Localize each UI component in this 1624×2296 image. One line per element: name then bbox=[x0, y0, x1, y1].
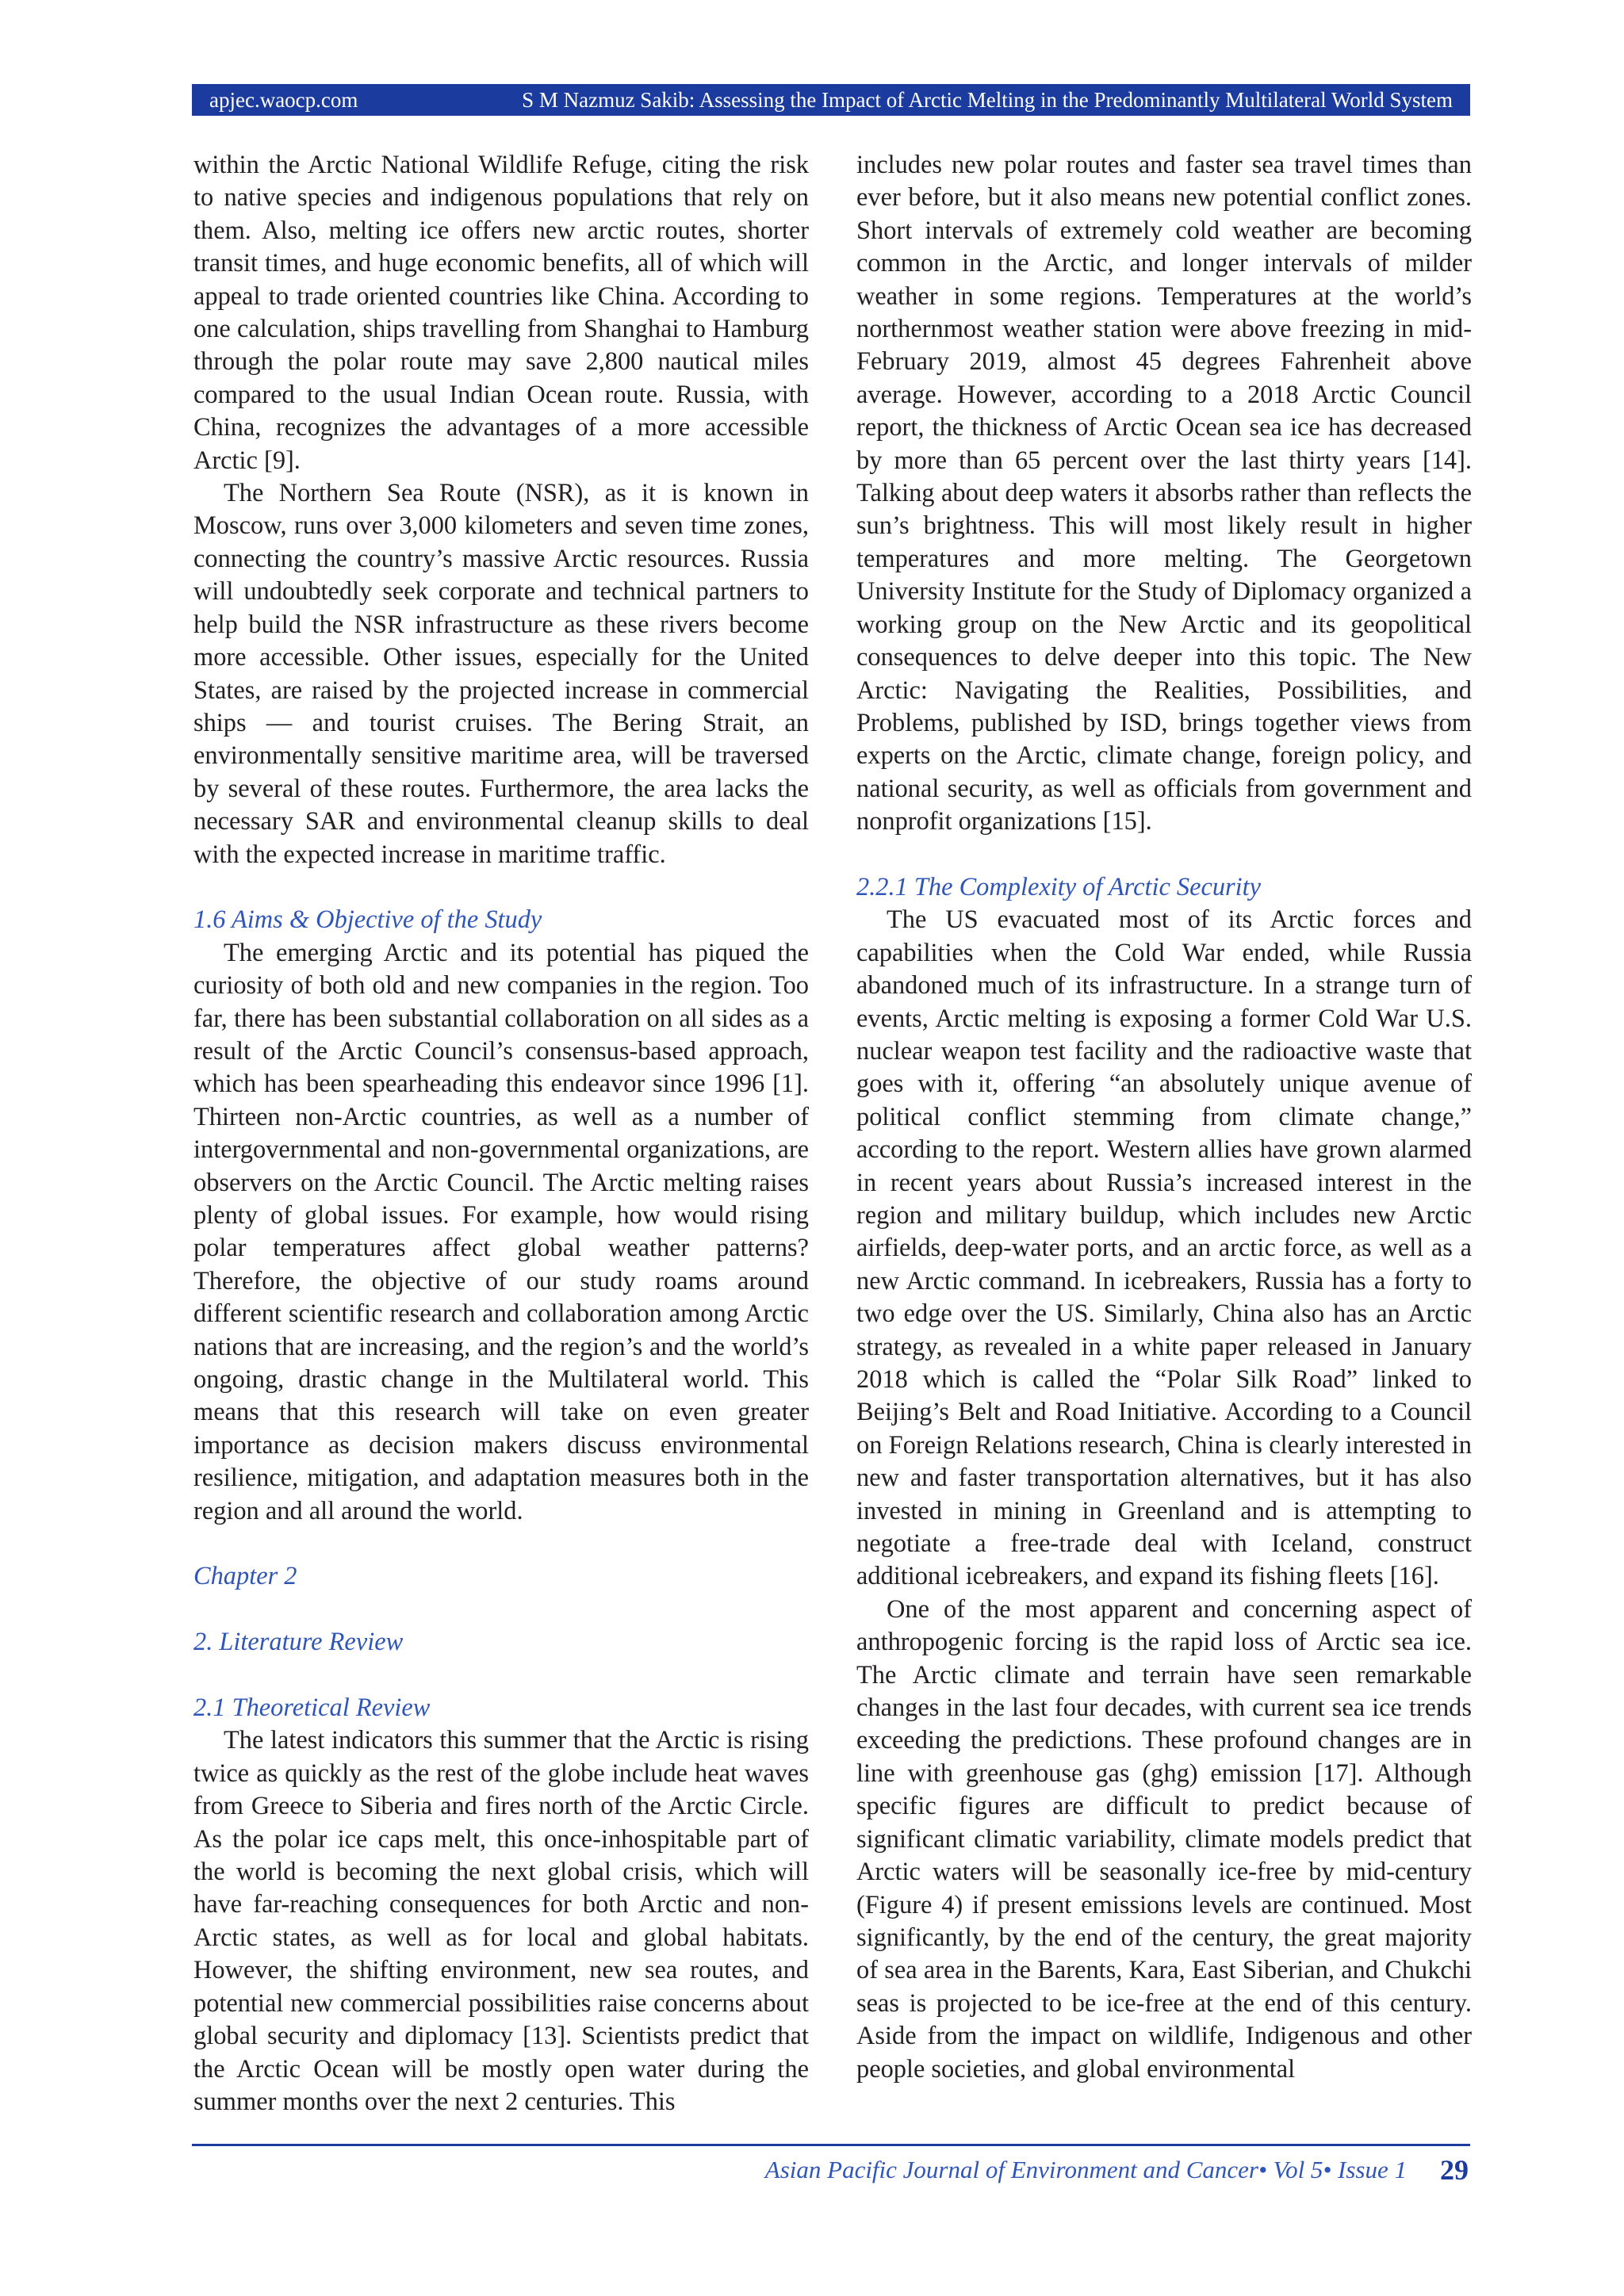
page-footer bbox=[192, 2150, 1470, 2190]
journal-citation: Asian Pacific Journal of Environment and Cancer• Vol 5• Issue 1 bbox=[764, 2156, 1407, 2183]
running-header bbox=[192, 84, 1470, 116]
journal-site: apjec.waocp.com bbox=[209, 87, 358, 112]
paragraph: The Northern Sea Route (NSR), as it is known in Moscow, runs over 3,000 kilometers and seven time zones, connecting the country’s massive Arctic resources. Russia will undoubtedly seek corporate and technical partners to help build the NSR infrastructure as these rivers become more accessible. Other issues, especially for the United States, are raised by the projected increase in commercial ships — and tourist cruises. The Bering Strait, an environmentally sensitive maritime area, will be traversed by several of these routes. Furthermore, the area lacks the necessary SAR and environmental cleanup skills to deal with the expected increase in maritime traffic. bbox=[193, 479, 809, 869]
right-column bbox=[856, 149, 1472, 2086]
chapter-heading: Chapter 2 bbox=[193, 1562, 297, 1591]
paragraph: within the Arctic National Wildlife Refuge, citing the risk to native species and indigenous populations that rely on them. Also, melting ice offers new arctic routes, shorter transit times, and huge economic benefits, all of which will appeal to trade oriented countries like China. According to one calculation, ships travelling from Shanghai to Hamburg through the polar route may save 2,800 nautical miles compared to the usual Indian Ocean route. Russia, with China, recognizes the advantages of a more accessible Arctic [9]. bbox=[193, 151, 809, 475]
paragraph: The latest indicators this summer that the Arctic is rising twice as quickly as the rest of the globe include heat waves from Greece to Siberia and fires north of the Arctic Circle. As the polar ice caps melt, this once-inhospitable part of the world is becoming the next global crisis, which will have far-reaching consequences for both Arctic and non-Arctic states, as well as for local and global habitats. However, the shifting environment, new sea routes, and potential new commercial possibilities raise concerns about global security and diplomacy [13]. Scientists predict that the Arctic Ocean will be mostly open water during the summer months over the next 2 centuries. This bbox=[193, 1726, 809, 2116]
section-heading-aims: 1.6 Aims & Objective of the Study bbox=[193, 905, 542, 935]
paragraph: The US evacuated most of its Arctic forces and capabilities when the Cold War ended, while Russia abandoned much of its infrastructure. In a strange turn of events, Arctic melting is exposing a former Cold War U.S. nuclear weapon test facility and the radioactive waste that goes with it, offering “an absolutely unique avenue of political conflict stemming from climate change,” according to the report. Western allies have grown alarmed in recent years about Russia’s increased interest in the region and military buildup, which includes new Arctic airfields, deep-water ports, and an arctic force, as well as a new Arctic command. In icebreakers, Russia has a forty to two edge over the US. Similarly, China also has an Arctic strategy, as revealed in a white paper released in January 2018 which is called the “Polar Silk Road” linked to Beijing’s Belt and Road Initiative. According to a Council on Foreign Relations research, China is clearly interested in new and faster transportation alternatives, but it has also invested in mining in Greenland and is attempting to negotiate a free-trade deal with Iceland, construct additional icebreakers, and expand its fishing fleets [16]. bbox=[856, 905, 1472, 1591]
section-heading-arctic-security: 2.2.1 The Complexity of Arctic Security bbox=[856, 872, 1262, 901]
section-heading-literature-review: 2. Literature Review bbox=[193, 1628, 404, 1657]
left-column bbox=[193, 149, 809, 2118]
section-heading-theoretical-review: 2.1 Theoretical Review bbox=[193, 1693, 431, 1723]
paragraph: The emerging Arctic and its potential has piqued the curiosity of both old and new companies in the region. Too far, there has been substantial collaboration on all sides as a result of the Arctic Council’s consensus-based approach, which has been spearheading this endeavor since 1996 [1]. Thirteen non-Arctic countries, as well as a number of intergovernmental and non-governmental organizations, are observers on the Arctic Council. The Arctic melting raises plenty of global issues. For example, how would rising polar temperatures affect global weather patterns? Therefore, the objective of our study roams around different scientific research and collaboration among Arctic nations that are increasing, and the region’s and the world’s ongoing, drastic change in the Multilateral world. This means that this research will take on even greater importance as decision makers discuss environmental resilience, mitigation, and adaptation measures both in the region and all around the world. bbox=[193, 938, 809, 1525]
footer-rule bbox=[192, 2144, 1470, 2146]
page-number: 29 bbox=[1440, 2154, 1469, 2186]
running-title: S M Nazmuz Sakib: Assessing the Impact of Arctic Melting in the Predominantly Multilateral World System bbox=[522, 87, 1453, 112]
paragraph: One of the most apparent and concerning aspect of anthropogenic forcing is the rapid loss of Arctic sea ice. The Arctic climate and terrain have seen remarkable changes in the last four decades, with current sea ice trends exceeding the predictions. These profound changes are in line with greenhouse gas (ghg) emission [17]. Although specific figures are difficult to predict because of significant climatic variability, climate models predict that Arctic waters will be seasonally ice-free by mid-century (Figure 4) if present emissions levels are continued. Most significantly, by the end of the century, the great majority of sea area in the Barents, Kara, East Siberian, and Chukchi seas is projected to be ice-free at the end of this century. Aside from the impact on wildlife, Indigenous and other people societies, and global environmental bbox=[856, 1594, 1472, 2084]
paragraph: includes new polar routes and faster sea travel times than ever before, but it also means new potential conflict zones. Short intervals of extremely cold weather are becoming common in the Arctic, and longer intervals of milder weather in some regions. Temperatures at the world’s northernmost weather station were above freezing in mid-February 2019, almost 45 degrees Fahrenheit above average. However, according to a 2018 Arctic Council report, the thickness of Arctic Ocean sea ice has decreased by more than 65 percent over the last thirty years [14]. Talking about deep waters it absorbs rather than reflects the sun’s brightness. This will most likely result in higher temperatures and more melting. The Georgetown University Institute for the Study of Diplomacy organized a working group on the New Arctic and its geopolitical consequences to delve deeper into this topic. The New Arctic: Navigating the Realities, Possibilities, and Problems, published by ISD, brings together views from experts on the Arctic, climate change, foreign policy, and national security, as well as officials from government and nonprofit organizations [15]. bbox=[856, 151, 1472, 836]
